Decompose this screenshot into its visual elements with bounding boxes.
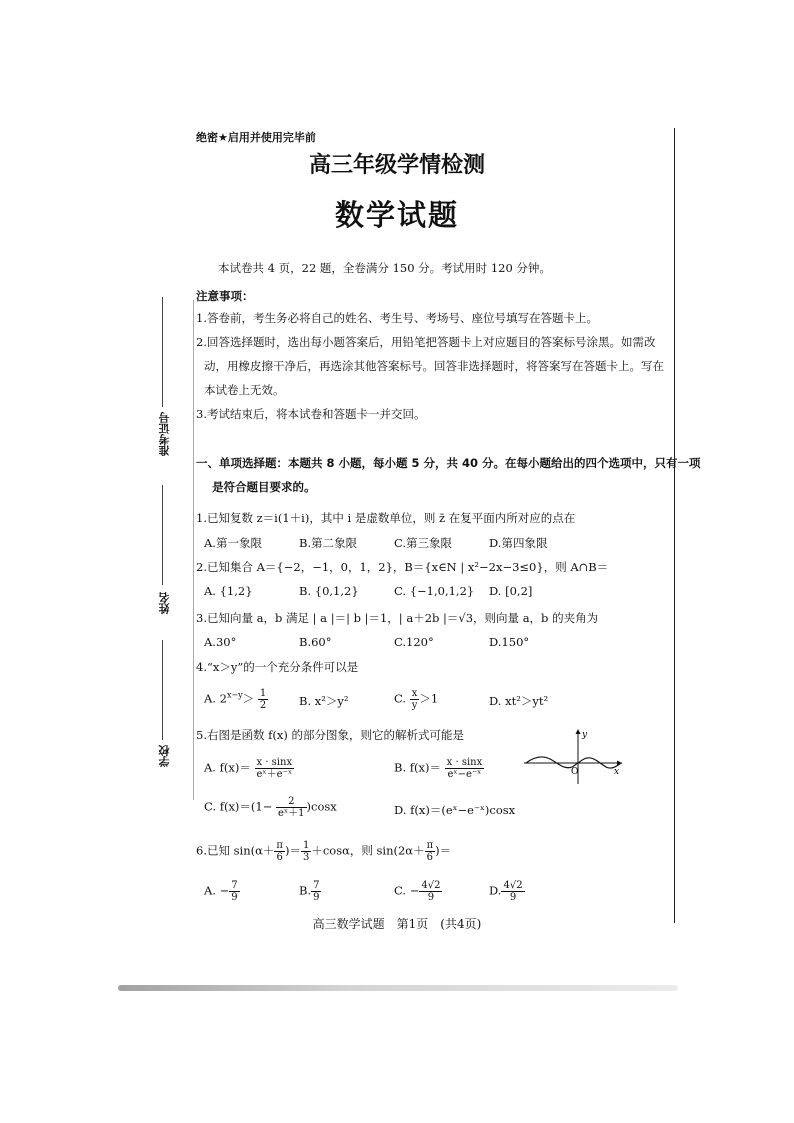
q5-option-d: D. f(x)＝(eˣ−e⁻ˣ)cosx — [394, 803, 516, 817]
q4-a-fraction — [258, 688, 268, 711]
q4-c-fraction — [410, 688, 420, 711]
q1-option-b: B.第二象限 — [299, 536, 358, 550]
q2-option-a: A. {1,2} — [204, 584, 253, 598]
q6-b-num: 7 — [313, 880, 320, 891]
note-2-line-3: 本试卷上无效。 — [204, 383, 285, 397]
q5-c-suffix: )cosx — [306, 799, 337, 814]
graph-label-x: x — [614, 767, 620, 777]
q5-c-fraction — [276, 796, 307, 819]
binding-line-3 — [162, 640, 163, 740]
q5-c-num: 2 — [276, 796, 307, 808]
q5-b-den: eˣ−e⁻ˣ — [447, 769, 482, 780]
q4-option-c — [394, 688, 438, 711]
q6-c-prefix: C. − — [394, 883, 420, 898]
exam-title: 高三年级学情检测 — [308, 153, 485, 178]
q6-option-b — [299, 880, 321, 903]
q6-b-den: 9 — [313, 892, 320, 903]
note-2-line-2: 动，用橡皮擦干净后，再选涂其他答案标号。回答非选择题时，将答案写在答题卡上。写在 — [204, 359, 664, 373]
q2-option-c: C. {−1,0,1,2} — [394, 584, 475, 598]
side-label-name: 姓名 — [158, 592, 171, 614]
page-left-binding-line — [193, 300, 194, 800]
q1-option-a: A.第一象限 — [204, 536, 262, 550]
q4-a-prefix: A. 2 — [204, 691, 227, 706]
q6-pi-b: π — [426, 840, 434, 851]
q5-a-fraction — [255, 757, 295, 780]
q5-option-a — [204, 757, 294, 780]
question-6-stem — [196, 840, 451, 863]
q6-stem-mid2: ＋cosα，则 sin(2α＋ — [311, 843, 425, 858]
q5-a-prefix: A. f(x)＝ — [204, 760, 251, 775]
q6-c-num: 4√2 — [421, 880, 441, 891]
section-1-line-2: 是符合题目要求的。 — [212, 480, 316, 494]
question-2-stem: 2.已知集合 A＝{−2，−1，0，1，2}，B＝{x∈N | x²−2x−3≤0}，则 A∩B＝ — [196, 560, 609, 574]
q6-option-c — [394, 880, 442, 903]
question-4-stem: 4.“x＞y”的一个充分条件可以是 — [196, 660, 359, 674]
q4-c-den: y — [411, 700, 418, 711]
binding-line-1 — [162, 297, 163, 407]
q4-c-prefix: C. — [394, 691, 407, 706]
note-2-line-1: 2.回答选择题时，选出每小题答案后，用铅笔把答题卡上对应题目的答案标号涂黑。如需改 — [196, 335, 656, 349]
binding-line-2 — [162, 485, 163, 585]
q5-c-prefix: C. f(x)＝(1− — [204, 799, 273, 814]
q5-b-prefix: B. f(x)＝ — [394, 760, 441, 775]
q3-option-c: C.120° — [394, 635, 434, 649]
q6-six-b: 6 — [426, 852, 434, 863]
q6-frac-pi-6-a — [274, 840, 285, 863]
q6-a-prefix: A. − — [204, 883, 230, 898]
page-right-border — [674, 128, 675, 923]
q6-d-prefix: D. — [489, 883, 502, 898]
q6-d-num: 4√2 — [503, 880, 523, 891]
q6-three: 3 — [302, 852, 310, 863]
q4-option-d: D. xt²＞yt² — [489, 694, 549, 708]
notes-heading: 注意事项： — [196, 289, 254, 303]
q5-b-num: x · sinx — [446, 757, 483, 768]
q6-six-a: 6 — [276, 852, 283, 863]
note-1: 1.答卷前，考生务必将自己的姓名、考生号、考场号、座位号填写在答题卡上。 — [196, 311, 598, 325]
q6-c-fraction — [419, 880, 442, 903]
q5-c-den: eˣ＋1 — [278, 808, 305, 819]
q4-a-exponent: x−y — [226, 690, 243, 700]
q4-a-den: 2 — [259, 700, 267, 711]
question-5-stem: 5.右图是函数 f(x) 的部分图象，则它的解析式可能是 — [196, 728, 464, 742]
q6-b-prefix: B. — [299, 883, 312, 898]
graph-y-arrow — [576, 729, 581, 734]
q6-a-fraction — [229, 880, 239, 903]
section-1-line-1: 一、单项选择题：本题共 8 小题，每小题 5 分，共 40 分。在每小题给出的四个选项中，只有一项 — [196, 456, 701, 470]
q4-a-gt: ＞ — [242, 691, 255, 706]
note-3: 3.考试结束后，将本试卷和答题卡一并交回。 — [196, 407, 426, 421]
q6-a-den: 9 — [231, 892, 238, 903]
confidential-mark: 绝密★启用并使用完毕前 — [196, 131, 316, 144]
q6-d-den: 9 — [509, 892, 517, 903]
q6-option-d — [489, 880, 525, 903]
q5-a-num: x · sinx — [256, 757, 293, 768]
q4-c-suffix: ＞1 — [419, 691, 439, 706]
q5-function-graph — [522, 726, 626, 786]
side-label-school: 学校 — [158, 745, 171, 767]
scan-shadow — [118, 985, 678, 991]
q4-option-b: B. x²＞y² — [299, 694, 349, 708]
q1-option-c: C.第三象限 — [394, 536, 453, 550]
q5-b-fraction — [445, 757, 485, 780]
q2-option-d: D. [0,2] — [489, 584, 533, 598]
q1-option-d: D.第四象限 — [489, 536, 548, 550]
q6-frac-1-3 — [301, 840, 311, 863]
q6-pi-a: π — [276, 840, 283, 851]
subject-title: 数学试题 — [334, 198, 459, 232]
q5-a-den: eˣ＋e⁻ˣ — [256, 769, 293, 780]
q3-option-d: D.150° — [489, 635, 530, 649]
question-3-stem: 3.已知向量 a，b 满足 | a |＝| b |＝1，| a＋2b |＝√3，则向量 a，b 的夹角为 — [196, 611, 599, 625]
side-label-ticket: 准考证号 — [158, 412, 171, 456]
question-1-stem: 1.已知复数 z＝i(1＋i)，其中 i 是虚数单位，则 z̄ 在复平面内所对应的点在 — [196, 511, 576, 525]
exam-intro: 本试卷共 4 页，22 题，全卷满分 150 分。考试用时 120 分钟。 — [218, 261, 551, 275]
q5-option-b — [394, 757, 484, 780]
q3-option-b: B.60° — [299, 635, 332, 649]
graph-label-y: y — [582, 730, 588, 740]
graph-label-origin: O — [571, 767, 579, 777]
q5-option-c — [204, 796, 337, 819]
q6-one: 1 — [302, 840, 310, 851]
q2-option-b: B. {0,1,2} — [299, 584, 359, 598]
q6-b-fraction — [311, 880, 321, 903]
q3-option-a: A.30° — [204, 635, 237, 649]
q6-stem-prefix: 6.已知 sin(α＋ — [196, 843, 275, 858]
q6-option-a — [204, 880, 240, 903]
q6-stem-suffix: )＝ — [435, 843, 452, 858]
q4-c-num: x — [410, 688, 420, 700]
q6-stem-mid: )＝ — [284, 843, 301, 858]
q6-d-fraction — [501, 880, 524, 903]
page-footer: 高三数学试题 第1页 (共4页) — [312, 917, 482, 931]
q6-a-num: 7 — [231, 880, 238, 891]
q4-a-num: 1 — [259, 688, 267, 699]
q4-option-a — [204, 688, 268, 711]
q6-c-den: 9 — [427, 892, 435, 903]
q6-frac-pi-6-b — [425, 840, 436, 863]
